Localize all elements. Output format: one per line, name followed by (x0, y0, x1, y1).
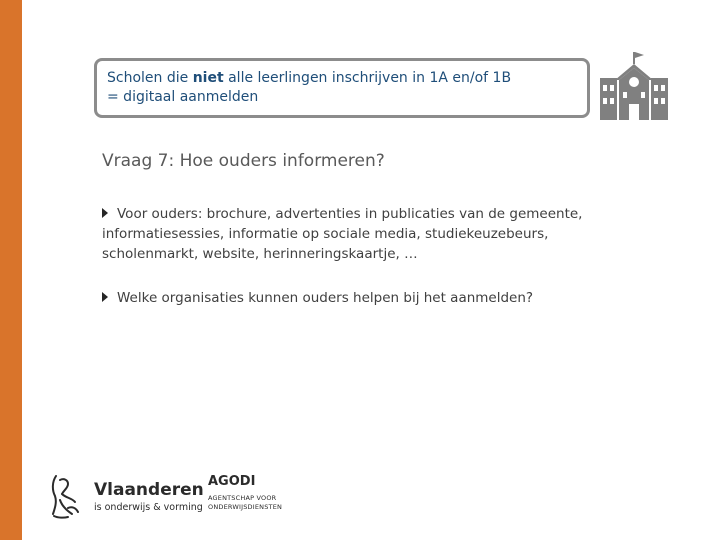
bullet-text-2: Welke organisaties kunnen ouders helpen bij het aanmelden? (117, 290, 534, 306)
accent-side-bar (0, 0, 22, 540)
bullet-item-2 (102, 288, 642, 308)
flemish-lion-logo-icon (48, 472, 82, 520)
bullet-text-1: Voor ouders: brochure, advertenties in publicaties van de gemeente, informatiesessies, informatie op sociale media, studiekeuzebeurs, scholenmarkt, website, herinneringskaartje, … (102, 206, 583, 262)
agodi-logo (208, 474, 308, 522)
bullet-item-1 (102, 204, 642, 264)
callout-line-2: = digitaal aanmelden (107, 89, 259, 105)
agodi-name: AGODI (208, 474, 256, 489)
triangle-bullet-icon (102, 208, 108, 218)
triangle-bullet-icon (102, 292, 108, 302)
agodi-subtitle: AGENTSCHAP VOOR ONDERWIJSDIENSTEN (208, 494, 283, 511)
school-building-icon (597, 50, 675, 122)
callout-line-1: Scholen die niet alle leerlingen inschrijven in 1A en/of 1B (107, 70, 512, 86)
vlaanderen-logo (48, 472, 204, 522)
callout-emphasis: niet (192, 70, 224, 86)
vlaanderen-name: Vlaanderen (94, 480, 204, 500)
question-heading: Vraag 7: Hoe ouders informeren? (102, 151, 385, 171)
callout-box (94, 58, 590, 118)
vlaanderen-subtitle: is onderwijs & vorming (94, 502, 203, 513)
